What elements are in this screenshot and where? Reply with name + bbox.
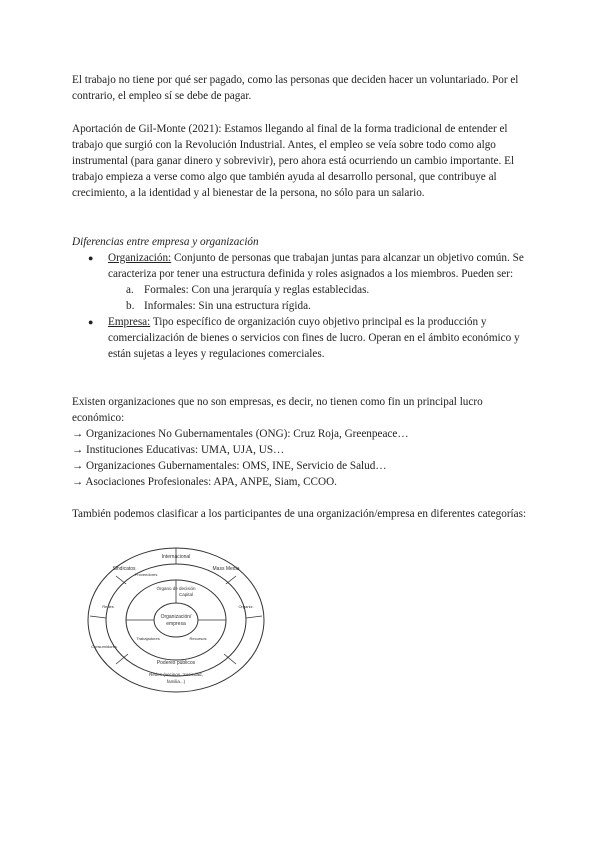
example-ong: → Organizaciones No Gubernamentales (ONG): Cruz Roja, Greenpeace… bbox=[72, 428, 409, 440]
definition-empresa: Tipo específico de organización cuyo objetivo principal es la producción y comercialización de bienes o servicios con fines de lucro. Operan en el ámbito económico y están sujetas a leyes y regulaciones comerciales. bbox=[108, 316, 520, 360]
center-label-1: Organización/ bbox=[160, 614, 192, 620]
type-formales: Formales: Con una jerarquía y reglas establecidas. bbox=[144, 284, 370, 296]
example-educativas: → Instituciones Educativas: UMA, UJA, US… bbox=[72, 444, 285, 456]
list-item-empresa bbox=[72, 314, 532, 362]
definition-organizacion: Conjunto de personas que trabajan juntas para alcanzar un objetivo común. Se caracteriza por tener una estructura definida y roles asignados a los miembros. Pueden ser: bbox=[108, 252, 524, 280]
term-empresa: Empresa: bbox=[108, 316, 151, 328]
list-item-informales bbox=[108, 298, 532, 314]
ring-label-decision: Órgano de decisión bbox=[156, 586, 196, 591]
paragraph-participantes: También podemos clasificar a los participantes de una organización/empresa en diferentes categorías: bbox=[72, 508, 527, 520]
outer-label-sindicatos: Sindicatos bbox=[112, 566, 136, 572]
participants-diagram bbox=[86, 546, 266, 696]
outer-label-poderes-publicos: Poderes públicos bbox=[156, 660, 196, 666]
outer-label-redes: Redes bbox=[102, 604, 114, 609]
outer-label-consumidores: Consumidores bbox=[91, 644, 117, 649]
bottom-label-1: Redes (vecinos, 'sociedad, bbox=[149, 672, 203, 677]
list-item-organizacion bbox=[72, 250, 532, 314]
center-ring bbox=[154, 603, 198, 637]
outer-label-proveedores: Proveedores bbox=[134, 572, 158, 577]
outer-label-internacional: Internacional bbox=[161, 554, 191, 560]
ring-label-recursos: Recursos bbox=[189, 636, 207, 641]
examples-list bbox=[72, 426, 532, 490]
ring-label-trabajadores: Trabajadores bbox=[136, 636, 160, 641]
paragraph-gil-monte: Aportación de Gil-Monte (2021): Estamos llegando al final de la forma tradicional de entender el trabajo que surgió con la Revolución Industrial. Antes, el empleo se veía sobre todo como algo instrumental (para ganar dinero y sobrevivir), pero ahora está ocurriendo un cambio importante. El trabajo empieza a verse como algo que también ayuda al desarrollo personal, que contribuye al crecimiento, a la identidad y al bienestar de la persona, no sólo para un salario. bbox=[72, 123, 515, 199]
bottom-label-2: familia...) bbox=[166, 679, 186, 684]
term-organizacion: Organización: bbox=[108, 252, 172, 264]
list-item-formales bbox=[108, 282, 532, 298]
center-label-2: empresa bbox=[166, 621, 186, 627]
type-informales: Informales: Sin una estructura rígida. bbox=[144, 300, 311, 312]
ring-label-capital: Capital bbox=[178, 592, 194, 597]
outer-label-organiz: Organiz. bbox=[238, 604, 254, 609]
outer-label-mass-media: Mass Media bbox=[212, 566, 240, 572]
paragraph-no-empresas: Existen organizaciones que no son empresas, es decir, no tienen como fin un principal lucro económico: bbox=[72, 396, 483, 424]
example-asociaciones: → Asociaciones Profesionales: APA, ANPE, Siam, CCOO. bbox=[72, 476, 337, 488]
section-heading: Diferencias entre empresa y organización bbox=[72, 236, 259, 248]
definitions-list bbox=[72, 250, 532, 362]
organization-types-list bbox=[108, 282, 532, 314]
list-marker: b. bbox=[126, 300, 135, 312]
list-marker: a. bbox=[126, 284, 134, 296]
example-gubernamentales: → Organizaciones Gubernamentales: OMS, INE, Servicio de Salud… bbox=[72, 460, 387, 472]
paragraph-trabajo: El trabajo no tiene por qué ser pagado, como las personas que deciden hacer un voluntariado. Por el contrario, el empleo sí se debe de pagar. bbox=[72, 74, 519, 102]
